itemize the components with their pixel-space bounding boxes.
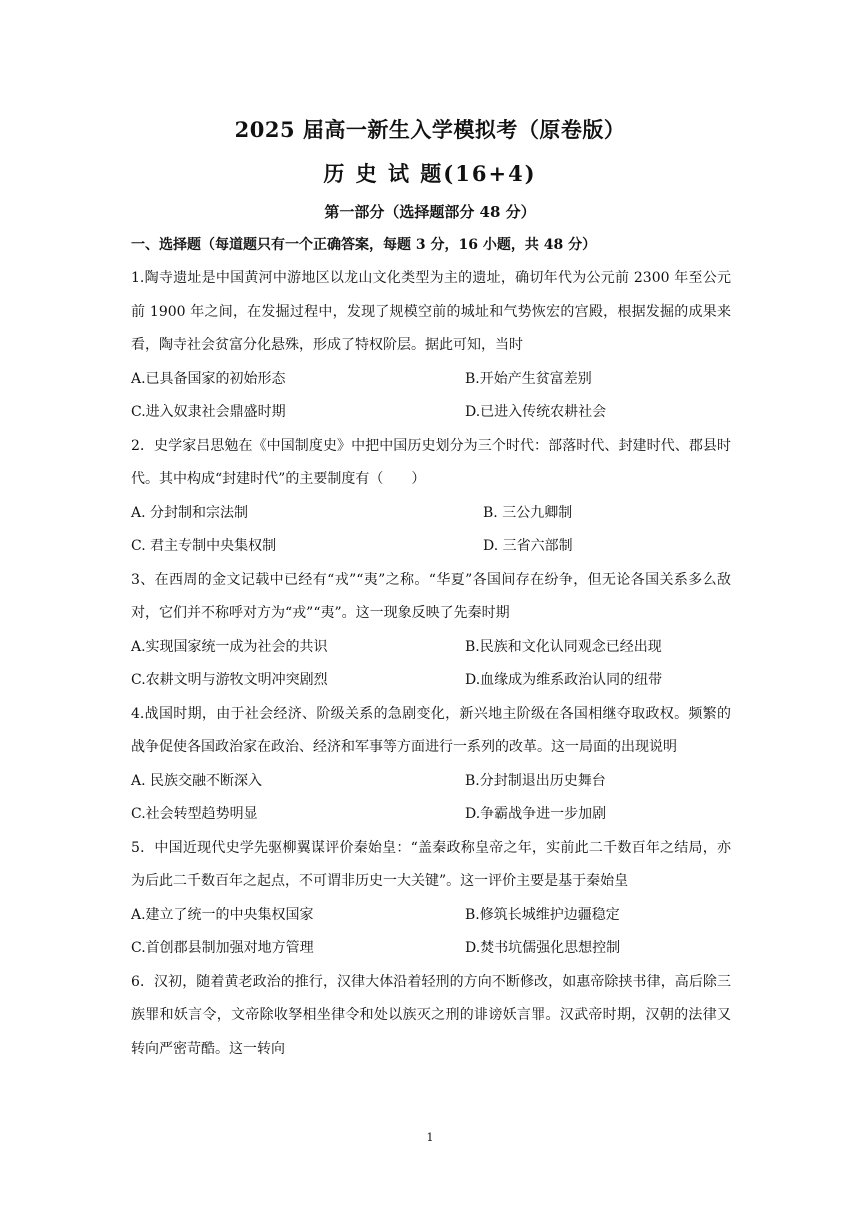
option-c: C.进入奴隶社会鼎盛时期 — [131, 404, 286, 420]
option-a: A. 民族交融不断深入 — [131, 772, 263, 789]
option-d: D.血缘成为维系政治认同的纽带 — [465, 672, 663, 688]
section-heading: 一、选择题（每道题只有一个正确答案，每题 3 分，16 小题，共 48 分） — [131, 237, 597, 253]
option-d: D. 三省六部制 — [483, 538, 573, 554]
question-list — [131, 262, 731, 1066]
option-a: A.建立了统一的中央集权国家 — [131, 906, 314, 923]
option-grid — [131, 765, 731, 832]
question-stem: 1.陶寺遗址是中国黄河中游地区以龙山文化类型为主的遗址，确切年代为公元前 2300 年至公元前 1900 年之间，在发掘过程中，发现了规模空前的城址和气势恢宏的宫殿，根据发掘的成果来看，陶寺社会贫富分化悬殊，形成了特权阶层。据此可知，当时 — [131, 270, 731, 353]
option-grid — [131, 631, 731, 698]
option-a: A.已具备国家的初始形态 — [131, 370, 286, 387]
subject-title: 历 史 试 题(16+4) — [323, 161, 537, 186]
part-heading: 第一部分（选择题部分 48 分） — [324, 203, 536, 221]
option-d: D.争霸战争进一步加剧 — [465, 806, 607, 822]
option-grid — [131, 363, 731, 430]
question-stem: 3、在西周的金文记载中已经有“戎”“夷”之称。“华夏”各国间存在纷争，但无论各国关系多么敌对，它们并不称呼对方为“戎”“夷”。这一现象反映了先秦时期 — [131, 571, 731, 621]
question-stem: 2．史学家吕思勉在《中国制度史》中把中国历史划分为三个时代：部落时代、封建时代、郡县时代。其中构成“封建时代”的主要制度有（ ） — [131, 437, 731, 487]
question-block — [131, 262, 731, 430]
question-stem: 5．中国近现代史学先驱柳翼谋评价秦始皇：“盖秦政称皇帝之年，实前此二千数百年之结局，亦为后此二千数百年之起点，不可谓非历史一大关键”。这一评价主要是基于秦始皇 — [131, 839, 731, 889]
question-block — [131, 966, 731, 1067]
option-b: B. 三公九卿制 — [483, 504, 573, 521]
question-block — [131, 698, 731, 832]
option-c: C.首创郡县制加强对地方管理 — [131, 940, 314, 956]
option-c: C.农耕文明与游牧文明冲突剧烈 — [131, 672, 328, 688]
question-stem: 6．汉初，随着黄老政治的推行，汉律大体沿着轻刑的方向不断修改，如惠帝除挟书律，高后除三族罪和妖言令，文帝除收孥相坐律令和处以族灭之刑的诽谤妖言罪。汉武帝时期，汉朝的法律又转向严密苛酷。这一转向 — [131, 973, 731, 1057]
option-a: A. 分封制和宗法制 — [131, 504, 249, 521]
option-b: B.修筑长城维护边疆稳定 — [465, 906, 620, 923]
option-grid — [131, 899, 731, 966]
option-b: B.开始产生贫富差别 — [465, 370, 592, 387]
question-block — [131, 832, 731, 966]
question-block — [131, 564, 731, 698]
option-c: C.社会转型趋势明显 — [131, 806, 258, 822]
page-number: 1 — [426, 1131, 434, 1144]
question-stem: 4.战国时期，由于社会经济、阶级关系的急剧变化，新兴地主阶级在各国相继夺取政权。频繁的战争促使各国政治家在政治、经济和军事等方面进行一系列的改革。这一局面的出现说明 — [131, 705, 731, 755]
option-d: D.已进入传统农耕社会 — [465, 404, 607, 420]
option-d: D.焚书坑儒强化思想控制 — [465, 940, 621, 956]
option-grid — [131, 497, 731, 564]
option-b: B.民族和文化认同观念已经出现 — [465, 638, 662, 655]
option-b: B.分封制退出历史舞台 — [465, 772, 606, 789]
exam-title: 2025 届高一新生入学模拟考（原卷版） — [234, 117, 626, 142]
option-c: C. 君主专制中央集权制 — [131, 538, 277, 554]
question-block — [131, 430, 731, 564]
option-a: A.实现国家统一成为社会的共识 — [131, 638, 328, 655]
